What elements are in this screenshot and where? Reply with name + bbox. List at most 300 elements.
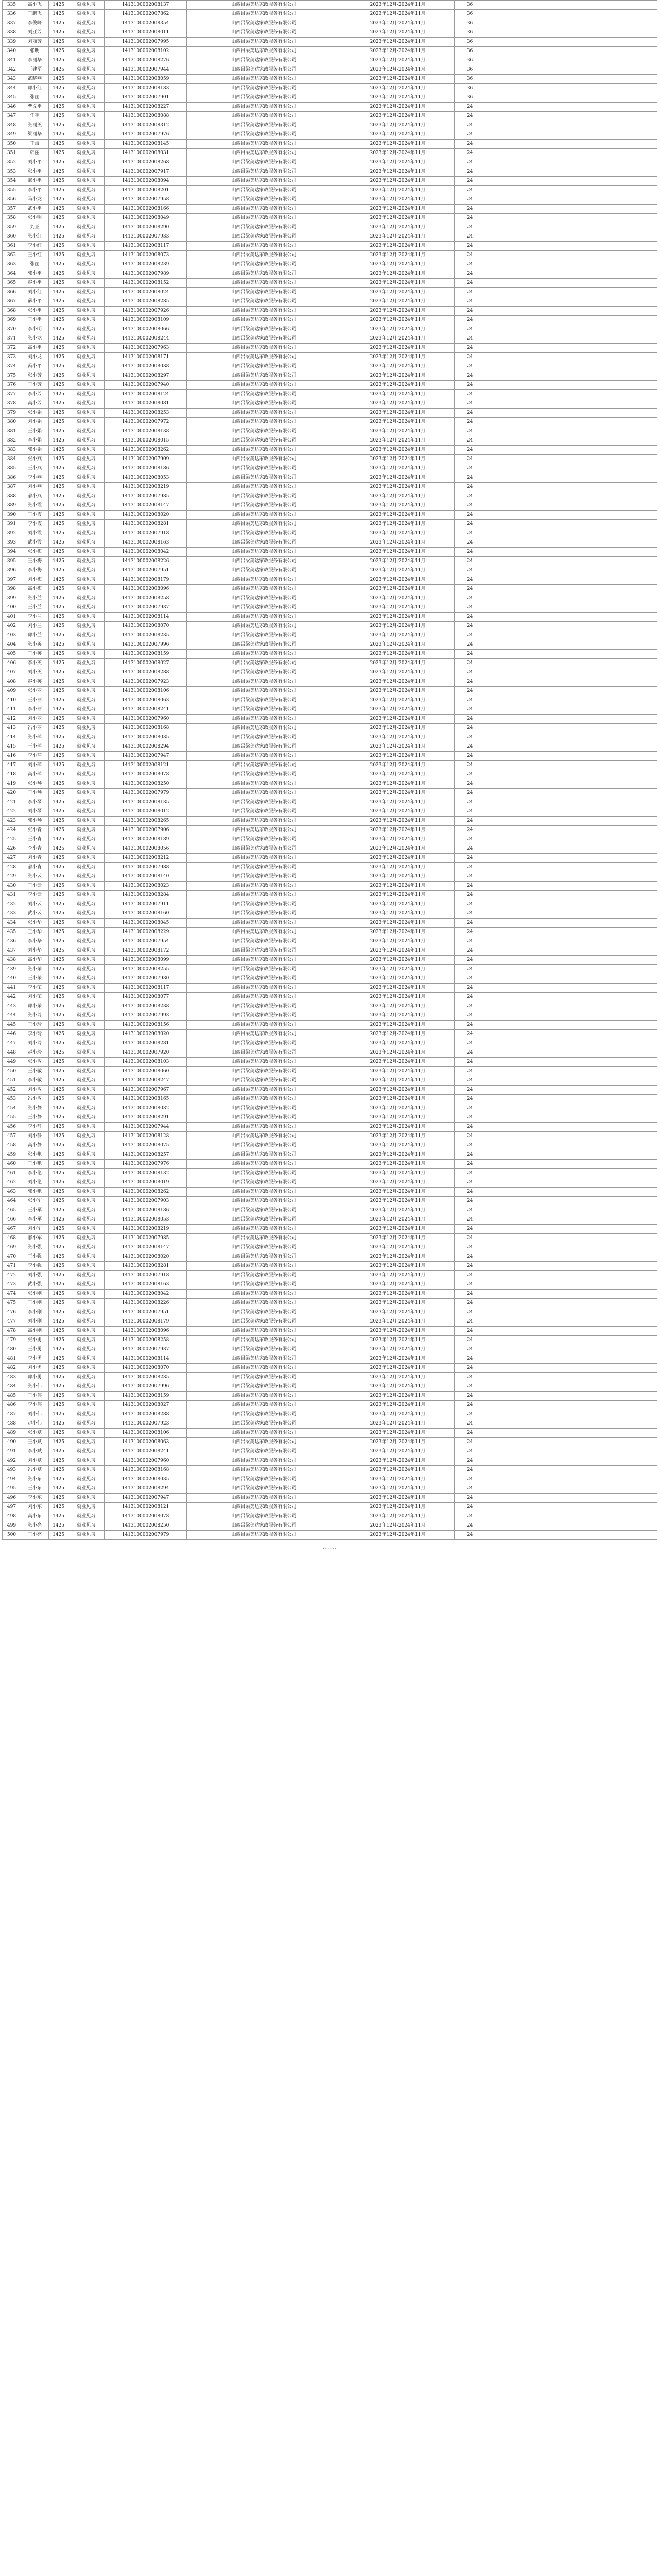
account-code-cell: 1413100002007979: [105, 789, 187, 798]
organization-cell: 山西吕梁美达家政服务有限公司: [187, 195, 341, 205]
subsidy-type-cell: 就业见习: [68, 307, 105, 316]
table-row: [3, 1095, 657, 1104]
account-code-cell: 1413100002008147: [105, 1243, 187, 1252]
account-code-cell: 1413100002008020: [105, 511, 187, 520]
period-cell: 2023年12月-2024年11月: [341, 214, 455, 223]
subsidy-type-cell: 就业见习: [68, 1011, 105, 1021]
period-cell: 2023年12月-2024年11月: [341, 1234, 455, 1243]
person-name-cell: 刘小云: [21, 900, 49, 909]
table-row: [3, 223, 657, 232]
account-code-cell: 1413100002008262: [105, 446, 187, 455]
remark-cell: [485, 891, 657, 900]
period-cell: 2023年12月-2024年11月: [341, 937, 455, 946]
months-cell: 36: [455, 56, 485, 65]
remark-cell: [485, 1076, 657, 1086]
table-row: [3, 427, 657, 436]
id-prefix-cell: 1425: [49, 149, 68, 158]
months-cell: 24: [455, 854, 485, 863]
person-name-cell: 刘小娟: [21, 418, 49, 427]
row-number-cell: 421: [3, 798, 21, 807]
organization-cell: 山西吕梁美达家政服务有限公司: [187, 733, 341, 742]
organization-cell: 山西吕梁美达家政服务有限公司: [187, 603, 341, 613]
remark-cell: [485, 1392, 657, 1401]
organization-cell: 山西吕梁美达家政服务有限公司: [187, 1002, 341, 1011]
remark-cell: [485, 835, 657, 844]
months-cell: 24: [455, 1002, 485, 1011]
organization-cell: 山西吕梁美达家政服务有限公司: [187, 1494, 341, 1503]
table-row: [3, 1002, 657, 1011]
remark-cell: [485, 1419, 657, 1429]
period-cell: 2023年12月-2024年11月: [341, 1011, 455, 1021]
table-row: [3, 984, 657, 993]
months-cell: 24: [455, 260, 485, 269]
person-name-cell: 李小燕: [21, 473, 49, 483]
organization-cell: 山西吕梁美达家政服务有限公司: [187, 371, 341, 381]
id-prefix-cell: 1425: [49, 613, 68, 622]
person-name-cell: 李小荣: [21, 984, 49, 993]
remark-cell: [485, 1456, 657, 1466]
remark-cell: [485, 1317, 657, 1327]
id-prefix-cell: 1425: [49, 677, 68, 687]
remark-cell: [485, 103, 657, 112]
row-number-cell: 464: [3, 1197, 21, 1206]
row-number-cell: 420: [3, 789, 21, 798]
id-prefix-cell: 1425: [49, 1475, 68, 1484]
account-code-cell: 1413100002008288: [105, 1410, 187, 1419]
remark-cell: [485, 1354, 657, 1364]
organization-cell: 山西吕梁美达家政服务有限公司: [187, 566, 341, 575]
subsidy-type-cell: 就业见习: [68, 279, 105, 288]
person-name-cell: 李小刚: [21, 1308, 49, 1317]
id-prefix-cell: 1425: [49, 1531, 68, 1540]
period-cell: 2023年12月-2024年11月: [341, 1271, 455, 1280]
remark-cell: [485, 779, 657, 789]
person-name-cell: 高小静: [21, 1141, 49, 1150]
subsidy-type-cell: 就业见习: [68, 1262, 105, 1271]
id-prefix-cell: 1425: [49, 418, 68, 427]
subsidy-type-cell: 就业见习: [68, 770, 105, 779]
period-cell: 2023年12月-2024年11月: [341, 1002, 455, 1011]
person-name-cell: 李小华: [21, 937, 49, 946]
id-prefix-cell: 1425: [49, 1484, 68, 1494]
table-row: [3, 205, 657, 214]
account-code-cell: 1413100002008250: [105, 779, 187, 789]
table-row: [3, 149, 657, 158]
row-number-cell: 422: [3, 807, 21, 817]
person-name-cell: 张小华: [21, 919, 49, 928]
account-code-cell: 1413100002008165: [105, 1095, 187, 1104]
remark-cell: [485, 1290, 657, 1299]
subsidy-type-cell: 就业见习: [68, 436, 105, 446]
account-code-cell: 1413100002008285: [105, 297, 187, 307]
period-cell: 2023年12月-2024年11月: [341, 631, 455, 640]
organization-cell: 山西吕梁美达家政服务有限公司: [187, 705, 341, 715]
person-name-cell: 王小平: [21, 316, 49, 325]
id-prefix-cell: 1425: [49, 325, 68, 334]
account-code-cell: 1413100002007918: [105, 529, 187, 538]
organization-cell: 山西吕梁美达家政服务有限公司: [187, 232, 341, 242]
table-row: [3, 705, 657, 715]
table-row: [3, 817, 657, 826]
id-prefix-cell: 1425: [49, 511, 68, 520]
remark-cell: [485, 242, 657, 251]
person-name-cell: 刘小静: [21, 1132, 49, 1141]
account-code-cell: 1413100002008281: [105, 520, 187, 529]
account-code-cell: 1413100002007989: [105, 269, 187, 279]
row-number-cell: 423: [3, 817, 21, 826]
id-prefix-cell: 1425: [49, 557, 68, 566]
remark-cell: [485, 1364, 657, 1373]
table-row: [3, 344, 657, 353]
person-name-cell: 郭小艳: [21, 1188, 49, 1197]
months-cell: 24: [455, 863, 485, 872]
row-number-cell: 484: [3, 1382, 21, 1392]
id-prefix-cell: 1425: [49, 798, 68, 807]
subsidy-type-cell: 就业见习: [68, 149, 105, 158]
remark-cell: [485, 446, 657, 455]
organization-cell: 山西吕梁美达家政服务有限公司: [187, 47, 341, 56]
period-cell: 2023年12月-2024年11月: [341, 668, 455, 677]
table-row: [3, 798, 657, 807]
remark-cell: [485, 631, 657, 640]
subsidy-type-cell: 就业见习: [68, 1271, 105, 1280]
table-row: [3, 195, 657, 205]
row-number-cell: 419: [3, 779, 21, 789]
remark-cell: [485, 10, 657, 19]
row-number-cell: 383: [3, 446, 21, 455]
organization-cell: 山西吕梁美达家政服务有限公司: [187, 1317, 341, 1327]
id-prefix-cell: 1425: [49, 10, 68, 19]
row-number-cell: 396: [3, 566, 21, 575]
account-code-cell: 1413100002008291: [105, 1113, 187, 1123]
months-cell: 24: [455, 761, 485, 770]
id-prefix-cell: 1425: [49, 232, 68, 242]
table-row: [3, 613, 657, 622]
period-cell: 2023年12月-2024年11月: [341, 251, 455, 260]
id-prefix-cell: 1425: [49, 1280, 68, 1290]
organization-cell: 山西吕梁美达家政服务有限公司: [187, 1345, 341, 1354]
organization-cell: 山西吕梁美达家政服务有限公司: [187, 1039, 341, 1048]
remark-cell: [485, 882, 657, 891]
subsidy-type-cell: 就业见习: [68, 919, 105, 928]
months-cell: 24: [455, 195, 485, 205]
person-name-cell: 韩丽: [21, 149, 49, 158]
row-number-cell: 471: [3, 1262, 21, 1271]
table-row: [3, 1503, 657, 1512]
remark-cell: [485, 863, 657, 872]
id-prefix-cell: 1425: [49, 1160, 68, 1169]
table-row: [3, 84, 657, 93]
person-name-cell: 刘小玲: [21, 1039, 49, 1048]
id-prefix-cell: 1425: [49, 19, 68, 28]
person-name-cell: 王小亮: [21, 1531, 49, 1540]
account-code-cell: 1413100002008117: [105, 984, 187, 993]
row-number-cell: 418: [3, 770, 21, 779]
row-number-cell: 499: [3, 1521, 21, 1531]
table-row: [3, 232, 657, 242]
account-code-cell: 1413100002007862: [105, 10, 187, 19]
organization-cell: 山西吕梁美达家政服务有限公司: [187, 900, 341, 909]
id-prefix-cell: 1425: [49, 928, 68, 937]
organization-cell: 山西吕梁美达家政服务有限公司: [187, 789, 341, 798]
subsidy-type-cell: 就业见习: [68, 473, 105, 483]
row-number-cell: 496: [3, 1494, 21, 1503]
organization-cell: 山西吕梁美达家政服务有限公司: [187, 1021, 341, 1030]
organization-cell: 山西吕梁美达家政服务有限公司: [187, 752, 341, 761]
table-row: [3, 835, 657, 844]
person-name-cell: 郝小军: [21, 1234, 49, 1243]
table-row: [3, 946, 657, 956]
row-number-cell: 489: [3, 1429, 21, 1438]
table-row: [3, 622, 657, 631]
row-number-cell: 462: [3, 1178, 21, 1188]
subsidy-type-cell: 就业见习: [68, 223, 105, 232]
table-row: [3, 854, 657, 863]
row-number-cell: 344: [3, 84, 21, 93]
table-row: [3, 1048, 657, 1058]
id-prefix-cell: 1425: [49, 538, 68, 548]
subsidy-type-cell: 就业见习: [68, 214, 105, 223]
remark-cell: [485, 1521, 657, 1531]
person-name-cell: 王小敏: [21, 1067, 49, 1076]
table-row: [3, 186, 657, 195]
remark-cell: [485, 334, 657, 344]
account-code-cell: 1413100002007960: [105, 715, 187, 724]
subsidy-type-cell: 就业见习: [68, 84, 105, 93]
months-cell: 24: [455, 1317, 485, 1327]
months-cell: 24: [455, 613, 485, 622]
subsidy-type-cell: 就业见习: [68, 826, 105, 835]
period-cell: 2023年12月-2024年11月: [341, 872, 455, 882]
row-number-cell: 387: [3, 483, 21, 492]
table-row: [3, 19, 657, 28]
months-cell: 24: [455, 1484, 485, 1494]
table-row: [3, 882, 657, 891]
row-number-cell: 362: [3, 251, 21, 260]
row-number-cell: 345: [3, 93, 21, 103]
subsidy-type-cell: 就业见习: [68, 956, 105, 965]
remark-cell: [485, 130, 657, 140]
subsidy-type-cell: 就业见习: [68, 1336, 105, 1345]
account-code-cell: 1413100002008281: [105, 1262, 187, 1271]
table-row: [3, 464, 657, 473]
person-name-cell: 王小强: [21, 1252, 49, 1262]
period-cell: 2023年12月-2024年11月: [341, 1048, 455, 1058]
account-code-cell: 1413100002008137: [105, 1, 187, 10]
remark-cell: [485, 1104, 657, 1113]
organization-cell: 山西吕梁美达家政服务有限公司: [187, 1178, 341, 1188]
subsidy-type-cell: 就业见习: [68, 1197, 105, 1206]
remark-cell: [485, 307, 657, 316]
remark-cell: [485, 603, 657, 613]
subsidy-type-cell: 就业见习: [68, 251, 105, 260]
remark-cell: [485, 455, 657, 464]
id-prefix-cell: 1425: [49, 75, 68, 84]
months-cell: 24: [455, 1290, 485, 1299]
person-name-cell: 郭小平: [21, 269, 49, 279]
months-cell: 24: [455, 242, 485, 251]
months-cell: 24: [455, 1364, 485, 1373]
organization-cell: 山西吕梁美达家政服务有限公司: [187, 464, 341, 473]
remark-cell: [485, 1382, 657, 1392]
person-name-cell: 张小芳: [21, 371, 49, 381]
account-code-cell: 1413100002008020: [105, 1252, 187, 1262]
account-code-cell: 1413100002008128: [105, 1132, 187, 1141]
person-name-cell: 刘小燕: [21, 483, 49, 492]
table-row: [3, 409, 657, 418]
subsidy-type-cell: 就业见习: [68, 1475, 105, 1484]
id-prefix-cell: 1425: [49, 872, 68, 882]
subsidy-type-cell: 就业见习: [68, 613, 105, 622]
subsidy-type-cell: 就业见习: [68, 1095, 105, 1104]
account-code-cell: 1413100002008163: [105, 1280, 187, 1290]
account-code-cell: 1413100002008189: [105, 835, 187, 844]
account-code-cell: 1413100002007996: [105, 640, 187, 650]
subsidy-type-cell: 就业见习: [68, 566, 105, 575]
account-code-cell: 1413100002007937: [105, 603, 187, 613]
person-name-cell: 高小萍: [21, 770, 49, 779]
months-cell: 24: [455, 232, 485, 242]
table-row: [3, 362, 657, 371]
organization-cell: 山西吕梁美达家政服务有限公司: [187, 242, 341, 251]
months-cell: 24: [455, 140, 485, 149]
subsidy-type-cell: 就业见习: [68, 1188, 105, 1197]
id-prefix-cell: 1425: [49, 399, 68, 409]
account-code-cell: 1413100002008140: [105, 872, 187, 882]
more-rows-note: ……: [322, 1543, 337, 1551]
subsidy-type-cell: 就业见习: [68, 65, 105, 75]
table-row: [3, 260, 657, 269]
table-row: [3, 1086, 657, 1095]
remark-cell: [485, 1150, 657, 1160]
subsidy-type-cell: 就业见习: [68, 371, 105, 381]
person-name-cell: 王小丽: [21, 696, 49, 705]
person-name-cell: 李小兰: [21, 613, 49, 622]
subsidy-type-cell: 就业见习: [68, 1299, 105, 1308]
organization-cell: 山西吕梁美达家政服务有限公司: [187, 1243, 341, 1252]
months-cell: 24: [455, 789, 485, 798]
organization-cell: 山西吕梁美达家政服务有限公司: [187, 149, 341, 158]
row-number-cell: 385: [3, 464, 21, 473]
table-row: [3, 585, 657, 594]
account-code-cell: 1413100002008290: [105, 223, 187, 232]
remark-cell: [485, 1123, 657, 1132]
table-row: [3, 1456, 657, 1466]
organization-cell: 山西吕梁美达家政服务有限公司: [187, 1030, 341, 1039]
table-row: [3, 75, 657, 84]
id-prefix-cell: 1425: [49, 594, 68, 603]
months-cell: 24: [455, 149, 485, 158]
subsidy-type-cell: 就业见习: [68, 520, 105, 529]
months-cell: 24: [455, 844, 485, 854]
months-cell: 36: [455, 75, 485, 84]
id-prefix-cell: 1425: [49, 1290, 68, 1299]
id-prefix-cell: 1425: [49, 344, 68, 353]
organization-cell: 山西吕梁美达家政服务有限公司: [187, 1011, 341, 1021]
subsidy-type-cell: 就业见习: [68, 715, 105, 724]
organization-cell: 山西吕梁美达家政服务有限公司: [187, 1364, 341, 1373]
table-row: [3, 529, 657, 538]
account-code-cell: 1413100002007988: [105, 863, 187, 872]
account-code-cell: 1413100002008049: [105, 214, 187, 223]
months-cell: 24: [455, 1197, 485, 1206]
period-cell: 2023年12月-2024年11月: [341, 511, 455, 520]
id-prefix-cell: 1425: [49, 1225, 68, 1234]
id-prefix-cell: 1425: [49, 1215, 68, 1225]
period-cell: 2023年12月-2024年11月: [341, 279, 455, 288]
account-code-cell: 1413100002007960: [105, 1456, 187, 1466]
period-cell: 2023年12月-2024年11月: [341, 817, 455, 826]
person-name-cell: 郭小红: [21, 84, 49, 93]
remark-cell: [485, 1113, 657, 1123]
person-name-cell: 刘小青: [21, 854, 49, 863]
table-row: [3, 65, 657, 75]
row-number-cell: 367: [3, 297, 21, 307]
months-cell: 24: [455, 316, 485, 325]
table-row: [3, 103, 657, 112]
subsidy-type-cell: 就业见习: [68, 75, 105, 84]
table-row: [3, 909, 657, 919]
person-name-cell: 李小云: [21, 891, 49, 900]
remark-cell: [485, 1503, 657, 1512]
remark-cell: [485, 1206, 657, 1215]
row-number-cell: 494: [3, 1475, 21, 1484]
remark-cell: [485, 928, 657, 937]
period-cell: 2023年12月-2024年11月: [341, 1438, 455, 1447]
person-name-cell: 冯小敏: [21, 1095, 49, 1104]
person-name-cell: 刘小勇: [21, 1364, 49, 1373]
table-row: [3, 446, 657, 455]
table-row: [3, 594, 657, 603]
period-cell: 2023年12月-2024年11月: [341, 1456, 455, 1466]
months-cell: 24: [455, 1058, 485, 1067]
subsidy-type-cell: 就业见习: [68, 260, 105, 269]
id-prefix-cell: 1425: [49, 891, 68, 900]
table-row: [3, 307, 657, 316]
months-cell: 24: [455, 1215, 485, 1225]
table-row: [3, 297, 657, 307]
row-number-cell: 399: [3, 594, 21, 603]
person-name-cell: 张小荣: [21, 965, 49, 974]
table-row: [3, 965, 657, 974]
id-prefix-cell: 1425: [49, 371, 68, 381]
months-cell: 24: [455, 1521, 485, 1531]
person-name-cell: 张小红: [21, 232, 49, 242]
months-cell: 24: [455, 705, 485, 715]
months-cell: 24: [455, 1160, 485, 1169]
period-cell: 2023年12月-2024年11月: [341, 687, 455, 696]
months-cell: 24: [455, 1123, 485, 1132]
id-prefix-cell: 1425: [49, 1354, 68, 1364]
remark-cell: [485, 1215, 657, 1225]
id-prefix-cell: 1425: [49, 817, 68, 826]
subsidy-type-cell: 就业见习: [68, 1086, 105, 1095]
period-cell: 2023年12月-2024年11月: [341, 1076, 455, 1086]
row-number-cell: 493: [3, 1466, 21, 1475]
row-number-cell: 468: [3, 1234, 21, 1243]
row-number-cell: 477: [3, 1317, 21, 1327]
organization-cell: 山西吕梁美达家政服务有限公司: [187, 65, 341, 75]
table-row: [3, 1169, 657, 1178]
period-cell: 2023年12月-2024年11月: [341, 19, 455, 28]
account-code-cell: 1413100002008099: [105, 956, 187, 965]
id-prefix-cell: 1425: [49, 1456, 68, 1466]
organization-cell: 山西吕梁美达家政服务有限公司: [187, 1048, 341, 1058]
remark-cell: [485, 167, 657, 177]
organization-cell: 山西吕梁美达家政服务有限公司: [187, 84, 341, 93]
account-code-cell: 1413100002007958: [105, 195, 187, 205]
id-prefix-cell: 1425: [49, 1076, 68, 1086]
